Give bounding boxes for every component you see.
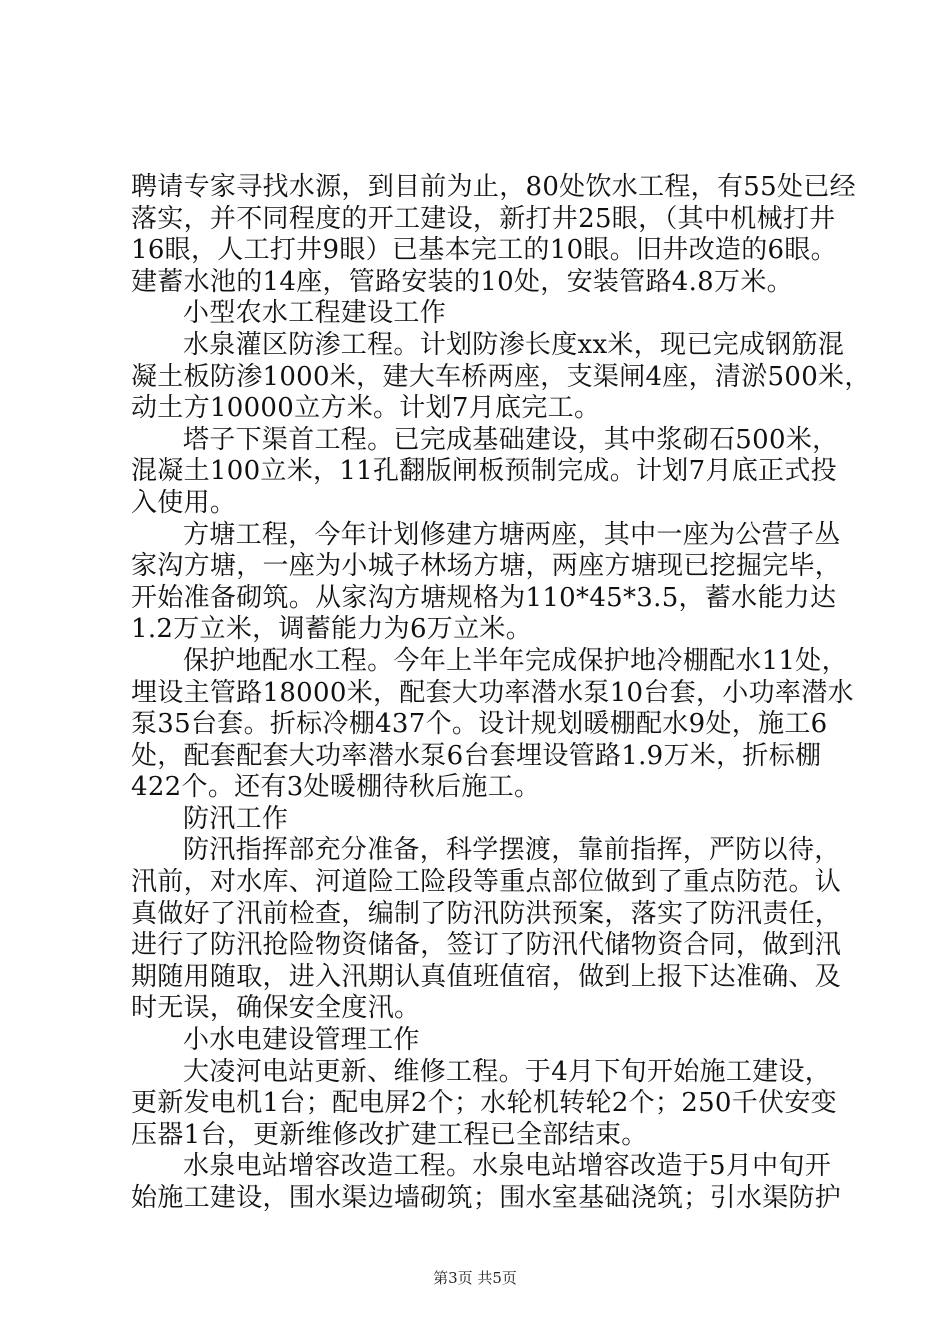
page-number: 第3页 共5页 bbox=[433, 1269, 517, 1287]
text-line: 动土方10000立方米。计划7月底完工。 bbox=[131, 393, 601, 424]
text-line: 塔子下渠首工程。已完成基础建设，其中浆砌石500米， bbox=[183, 424, 839, 455]
text-line: 处，配套配套大功率潜水泵6台套埋设管路1.9万米，折标棚 bbox=[131, 740, 822, 771]
text-line: 1.2万立米，调蓄能力为6万立米。 bbox=[131, 614, 532, 645]
text-line: 埋设主管路18000米，配套大功率潜水泵10台套，小功率潜水 bbox=[131, 677, 854, 708]
text-line: 凝土板防渗1000米，建大车桥两座，支渠闸4座，清淤500米， bbox=[131, 361, 871, 392]
text-line: 开始准备砌筑。从家沟方塘规格为110*45*3.5，蓄水能力达 bbox=[131, 582, 837, 613]
text-line: 落实，并不同程度的开工建设，新打井25眼，（其中机械打井 bbox=[131, 203, 836, 234]
section-heading: 小型农水工程建设工作 bbox=[183, 298, 447, 329]
text-line: 16眼，人工打井9眼）已基本完工的10眼。旧井改造的6眼。 bbox=[131, 235, 837, 266]
text-line: 时无误，确保安全度汛。 bbox=[131, 993, 421, 1024]
text-line: 水泉灌区防渗工程。计划防渗长度xx米，现已完成钢筋混 bbox=[183, 329, 845, 360]
text-line: 混凝土100立米，11孔翻版闸板预制完成。计划7月底正式投 bbox=[131, 456, 837, 487]
text-line: 家沟方塘，一座为小城子林场方塘，两座方塘现已挖掘完毕， bbox=[131, 551, 842, 582]
text-line: 422个。还有3处暖棚待秋后施工。 bbox=[131, 772, 541, 803]
text-line: 建蓄水池的14座，管路安装的10处，安装管路4.8万米。 bbox=[131, 266, 793, 297]
page-footer bbox=[0, 1268, 950, 1288]
text-line: 真做好了汛前检查，编制了防汛防洪预案，落实了防汛责任， bbox=[131, 898, 842, 929]
text-line: 泵35台套。折标冷棚437个。设计规划暖棚配水9处，施工6 bbox=[131, 709, 828, 740]
text-line: 防汛指挥部充分准备，科学摆渡，靠前指挥，严防以待， bbox=[183, 835, 841, 866]
text-line: 期随用随取，进入汛期认真值班值宿，做到上报下达准确、及 bbox=[131, 961, 842, 992]
text-line: 保护地配水工程。今年上半年完成保护地冷棚配水11处， bbox=[183, 645, 848, 676]
text-line: 进行了防汛抢险物资储备，签订了防汛代储物资合同，做到汛 bbox=[131, 930, 842, 961]
section-heading: 小水电建设管理工作 bbox=[183, 1025, 420, 1056]
text-line: 聘请专家寻找水源，到目前为止，80处饮水工程，有55处已经 bbox=[131, 172, 856, 202]
text-line: 汛前，对水库、河道险工险段等重点部位做到了重点防范。认 bbox=[131, 867, 842, 898]
text-line: 水泉电站增容改造工程。水泉电站增容改造于5月中旬开 bbox=[183, 1151, 832, 1182]
section-heading: 防汛工作 bbox=[183, 803, 289, 834]
text-line: 始施工建设，围水渠边墙砌筑；围水室基础浇筑；引水渠防护 bbox=[131, 1183, 842, 1213]
text-line: 大凌河电站更新、维修工程。于4月下旬开始施工建设， bbox=[183, 1056, 832, 1087]
text-line: 压器1台，更新维修改扩建工程已全部结束。 bbox=[131, 1119, 648, 1150]
text-line: 入使用。 bbox=[131, 487, 237, 518]
text-line: 方塘工程，今年计划修建方塘两座，其中一座为公营子丛 bbox=[183, 519, 841, 550]
document-body bbox=[131, 172, 871, 1215]
text-line: 更新发电机1台；配电屏2个；水轮机转轮2个；250千伏安变 bbox=[131, 1088, 837, 1119]
